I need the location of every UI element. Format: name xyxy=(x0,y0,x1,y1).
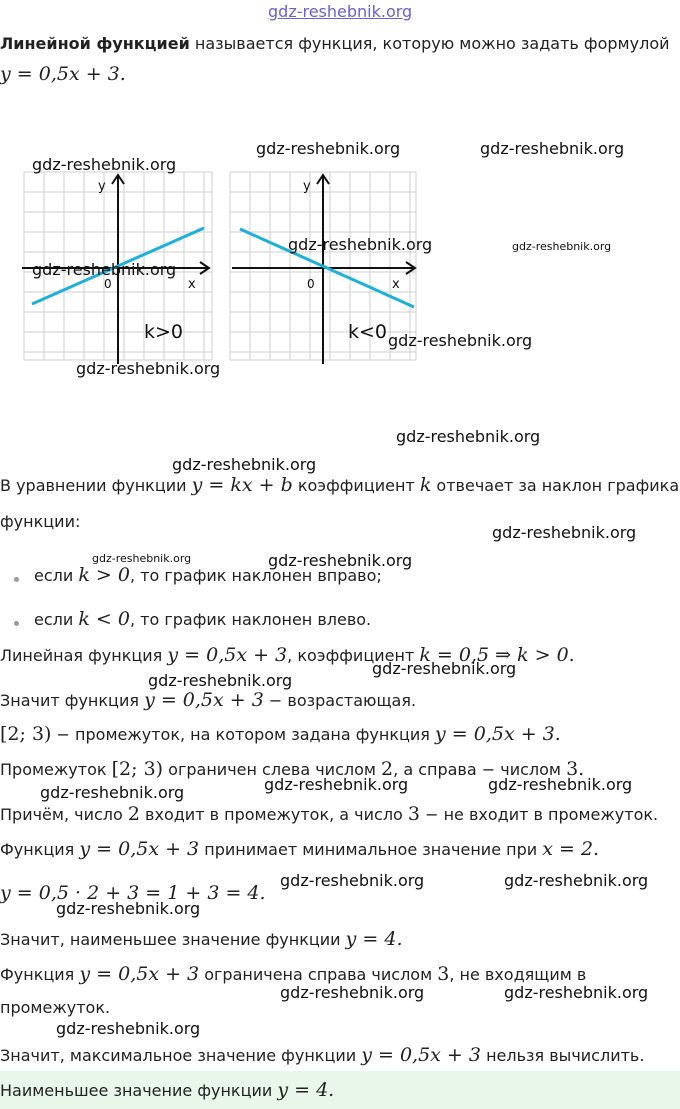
watermark: gdz-reshebnik.org xyxy=(268,551,413,570)
answer-line xyxy=(0,1079,334,1101)
text-line-13 xyxy=(0,1044,644,1066)
text: − промежуток, на котором задана функция xyxy=(51,725,435,744)
text-line-7 xyxy=(0,803,658,825)
formula: y = 4. xyxy=(277,1079,335,1101)
formula: k xyxy=(419,474,432,496)
graph-right-y-label: y xyxy=(303,179,311,194)
text-line-12: промежуток. xyxy=(0,998,111,1017)
graph-left-y-label: y xyxy=(98,179,106,194)
formula: k < 0 xyxy=(78,608,130,630)
watermark: gdz-reshebnik.org xyxy=(148,671,293,690)
formula: y = 0,5x + 3 xyxy=(144,689,264,711)
watermark: gdz-reshebnik.org xyxy=(32,155,177,174)
intro-line xyxy=(0,34,670,53)
watermark: gdz-reshebnik.org xyxy=(56,899,201,918)
text: отвечает за наклон графика xyxy=(431,476,680,495)
watermark: gdz-reshebnik.org xyxy=(488,775,633,794)
text: − не входит в промежуток. xyxy=(420,805,659,824)
watermark: gdz-reshebnik.org xyxy=(40,783,185,802)
formula: y = 0,5x + 3 xyxy=(79,838,200,860)
formula: y = 0,5x + 3. xyxy=(435,723,561,745)
text: ограничен слева числом xyxy=(163,760,382,779)
watermark-top[interactable]: gdz-reshebnik.org xyxy=(268,2,413,21)
text: В уравнении функции xyxy=(0,476,192,495)
text: , то график наклонен вправо; xyxy=(129,566,382,585)
watermark: gdz-reshebnik.org xyxy=(280,871,425,890)
text: Значит, максимальное значение функции xyxy=(0,1046,362,1065)
watermark: gdz-reshebnik.org xyxy=(256,139,401,158)
watermark: gdz-reshebnik.org xyxy=(480,139,625,158)
text: принимает минимальное значение при xyxy=(199,840,543,859)
text: , а справа − числом xyxy=(393,760,567,779)
text-line-10 xyxy=(0,928,403,950)
text: , то график наклонен влево. xyxy=(129,610,372,629)
text: ограничена справа числом xyxy=(199,965,438,984)
text-line-9: y = 0,5 · 2 + 3 = 1 + 3 = 4. xyxy=(0,882,266,904)
text: Промежуток xyxy=(0,760,112,779)
text-line-5 xyxy=(0,723,561,745)
text: Функция xyxy=(0,965,80,984)
formula: y = 0,5x + 3 xyxy=(361,1044,481,1066)
intro-formula: y = 0,5x + 3. xyxy=(0,63,126,85)
text: Функция xyxy=(0,840,80,859)
formula: 3 xyxy=(437,963,450,985)
formula: [2; 3) xyxy=(111,758,164,780)
text-line-2: функции: xyxy=(0,512,81,531)
text-line-1 xyxy=(0,474,679,496)
text: Линейная функция xyxy=(0,646,168,665)
formula: k = 0,5 ⇒ k > 0. xyxy=(419,644,575,666)
formula: 2 xyxy=(127,803,140,825)
graph-right-caption: k<0 xyxy=(348,321,388,343)
text: , не входящим в xyxy=(449,965,587,984)
graph-right-x-label: x xyxy=(392,277,400,292)
formula: k > 0 xyxy=(78,564,130,586)
watermark: gdz-reshebnik.org xyxy=(512,240,612,253)
watermark: gdz-reshebnik.org xyxy=(56,1019,201,1038)
text: Значит функция xyxy=(0,691,145,710)
watermark: gdz-reshebnik.org xyxy=(504,871,649,890)
text: нельзя вычислить. xyxy=(480,1046,645,1065)
watermark: gdz-reshebnik.org xyxy=(264,775,409,794)
bullet-dot xyxy=(14,621,19,626)
formula: x = 2. xyxy=(542,838,600,860)
watermark: gdz-reshebnik.org xyxy=(32,260,177,279)
watermark: gdz-reshebnik.org xyxy=(172,455,317,474)
term-bold: Линейной функцией xyxy=(0,34,190,53)
graph-left-origin: 0 xyxy=(104,277,112,291)
text-line-8 xyxy=(0,838,599,860)
bullet-item-2 xyxy=(34,608,371,630)
text: , коэффициент xyxy=(287,646,420,665)
watermark: gdz-reshebnik.org xyxy=(396,427,541,446)
text-line-11 xyxy=(0,963,586,985)
text: Значит, наименьшее значение функции xyxy=(0,930,346,949)
watermark: gdz-reshebnik.org xyxy=(288,235,433,254)
formula: y = 0,5x + 3 xyxy=(167,644,288,666)
watermark: gdz-reshebnik.org xyxy=(76,359,221,378)
watermark: gdz-reshebnik.org xyxy=(372,659,517,678)
watermark: gdz-reshebnik.org xyxy=(388,331,533,350)
formula: 3. xyxy=(566,758,585,780)
text: если xyxy=(34,610,79,629)
formula: 3 xyxy=(407,803,421,825)
graph-left-caption: k>0 xyxy=(144,321,184,343)
watermark: gdz-reshebnik.org xyxy=(280,983,425,1002)
formula: y = kx + b xyxy=(191,474,293,496)
watermark: gdz-reshebnik.org xyxy=(492,523,637,542)
formula: y = 4. xyxy=(345,928,403,950)
text-line-4 xyxy=(0,689,416,711)
watermark: gdz-reshebnik.org xyxy=(504,983,649,1002)
formula: y = 0,5x + 3 xyxy=(79,963,200,985)
intro-text: называется функция, которую можно задать формулой xyxy=(189,34,670,53)
formula: [2; 3) xyxy=(0,723,52,745)
text: Наименьшее значение функции xyxy=(0,1081,278,1100)
text: Причём, число xyxy=(0,805,128,824)
graph-left-x-label: x xyxy=(188,277,196,292)
text: − возрастающая. xyxy=(263,691,417,710)
graph-right-origin: 0 xyxy=(307,277,315,291)
bullet-dot xyxy=(14,577,19,582)
text: коэффициент xyxy=(292,476,420,495)
watermark: gdz-reshebnik.org xyxy=(92,552,192,565)
formula: 2 xyxy=(381,758,394,780)
text: входит в промежуток, а число xyxy=(139,805,408,824)
text: если xyxy=(34,566,79,585)
